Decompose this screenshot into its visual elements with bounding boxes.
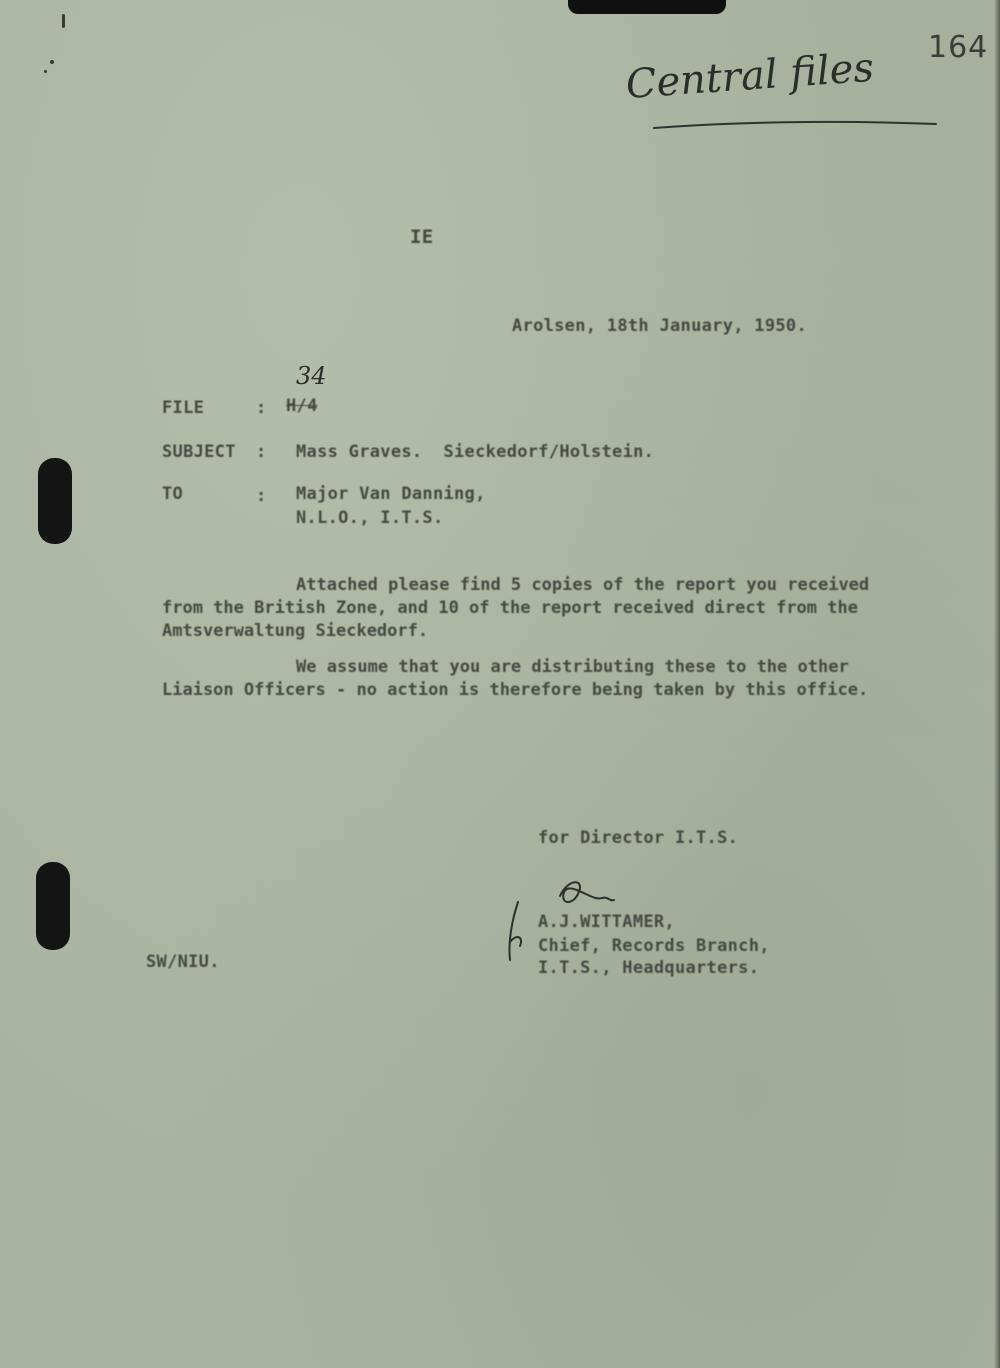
to-label: TO <box>162 484 184 504</box>
file-label: FILE <box>162 398 205 418</box>
signatory-title: Chief, Records Branch, <box>538 936 770 956</box>
subject-separator: : <box>256 442 267 462</box>
for-director-line: for Director I.T.S. <box>538 828 739 848</box>
signatory-name: A.J.WITTAMER, <box>538 912 675 932</box>
file-handwritten-value: 34 <box>296 362 327 390</box>
speck-mark <box>44 70 47 73</box>
to-separator: : <box>256 486 267 506</box>
punch-hole-upper <box>38 458 72 544</box>
speck-mark <box>50 60 54 64</box>
subject-label: SUBJECT <box>162 442 236 462</box>
office-ref: IE <box>410 226 434 248</box>
file-separator: : <box>256 398 267 418</box>
page-number: 164 <box>928 30 989 65</box>
to-line2: N.L.O., I.T.S. <box>296 508 444 528</box>
body-line: Liaison Officers - no action is therefore being taken by this office. <box>162 680 869 700</box>
scan-top-clip <box>568 0 726 14</box>
file-struck-value: H/4 <box>286 396 318 416</box>
typist-initials: SW/NIU. <box>146 952 220 972</box>
body-paragraph-1 <box>162 574 869 643</box>
handwritten-underline <box>652 112 938 134</box>
body-line: Attached please find 5 copies of the report you received <box>296 575 870 595</box>
body-paragraph-2 <box>162 656 868 702</box>
speck-mark <box>62 14 65 28</box>
body-line: We assume that you are distributing these to the other <box>296 657 849 677</box>
file-reference <box>286 396 318 416</box>
punch-hole-lower <box>36 862 70 950</box>
body-line: from the British Zone, and 10 of the report received direct from the <box>162 598 858 618</box>
scan-right-edge <box>994 0 1000 1368</box>
place-date: Arolsen, 18th January, 1950. <box>512 316 807 336</box>
body-line: Amtsverwaltung Sieckedorf. <box>162 621 429 641</box>
handwritten-note: Central files <box>624 44 876 108</box>
subject-value: Mass Graves. Sieckedorf/Holstein. <box>296 442 655 462</box>
signatory-org: I.T.S., Headquarters. <box>538 958 760 978</box>
to-line1: Major Van Danning, <box>296 484 486 504</box>
